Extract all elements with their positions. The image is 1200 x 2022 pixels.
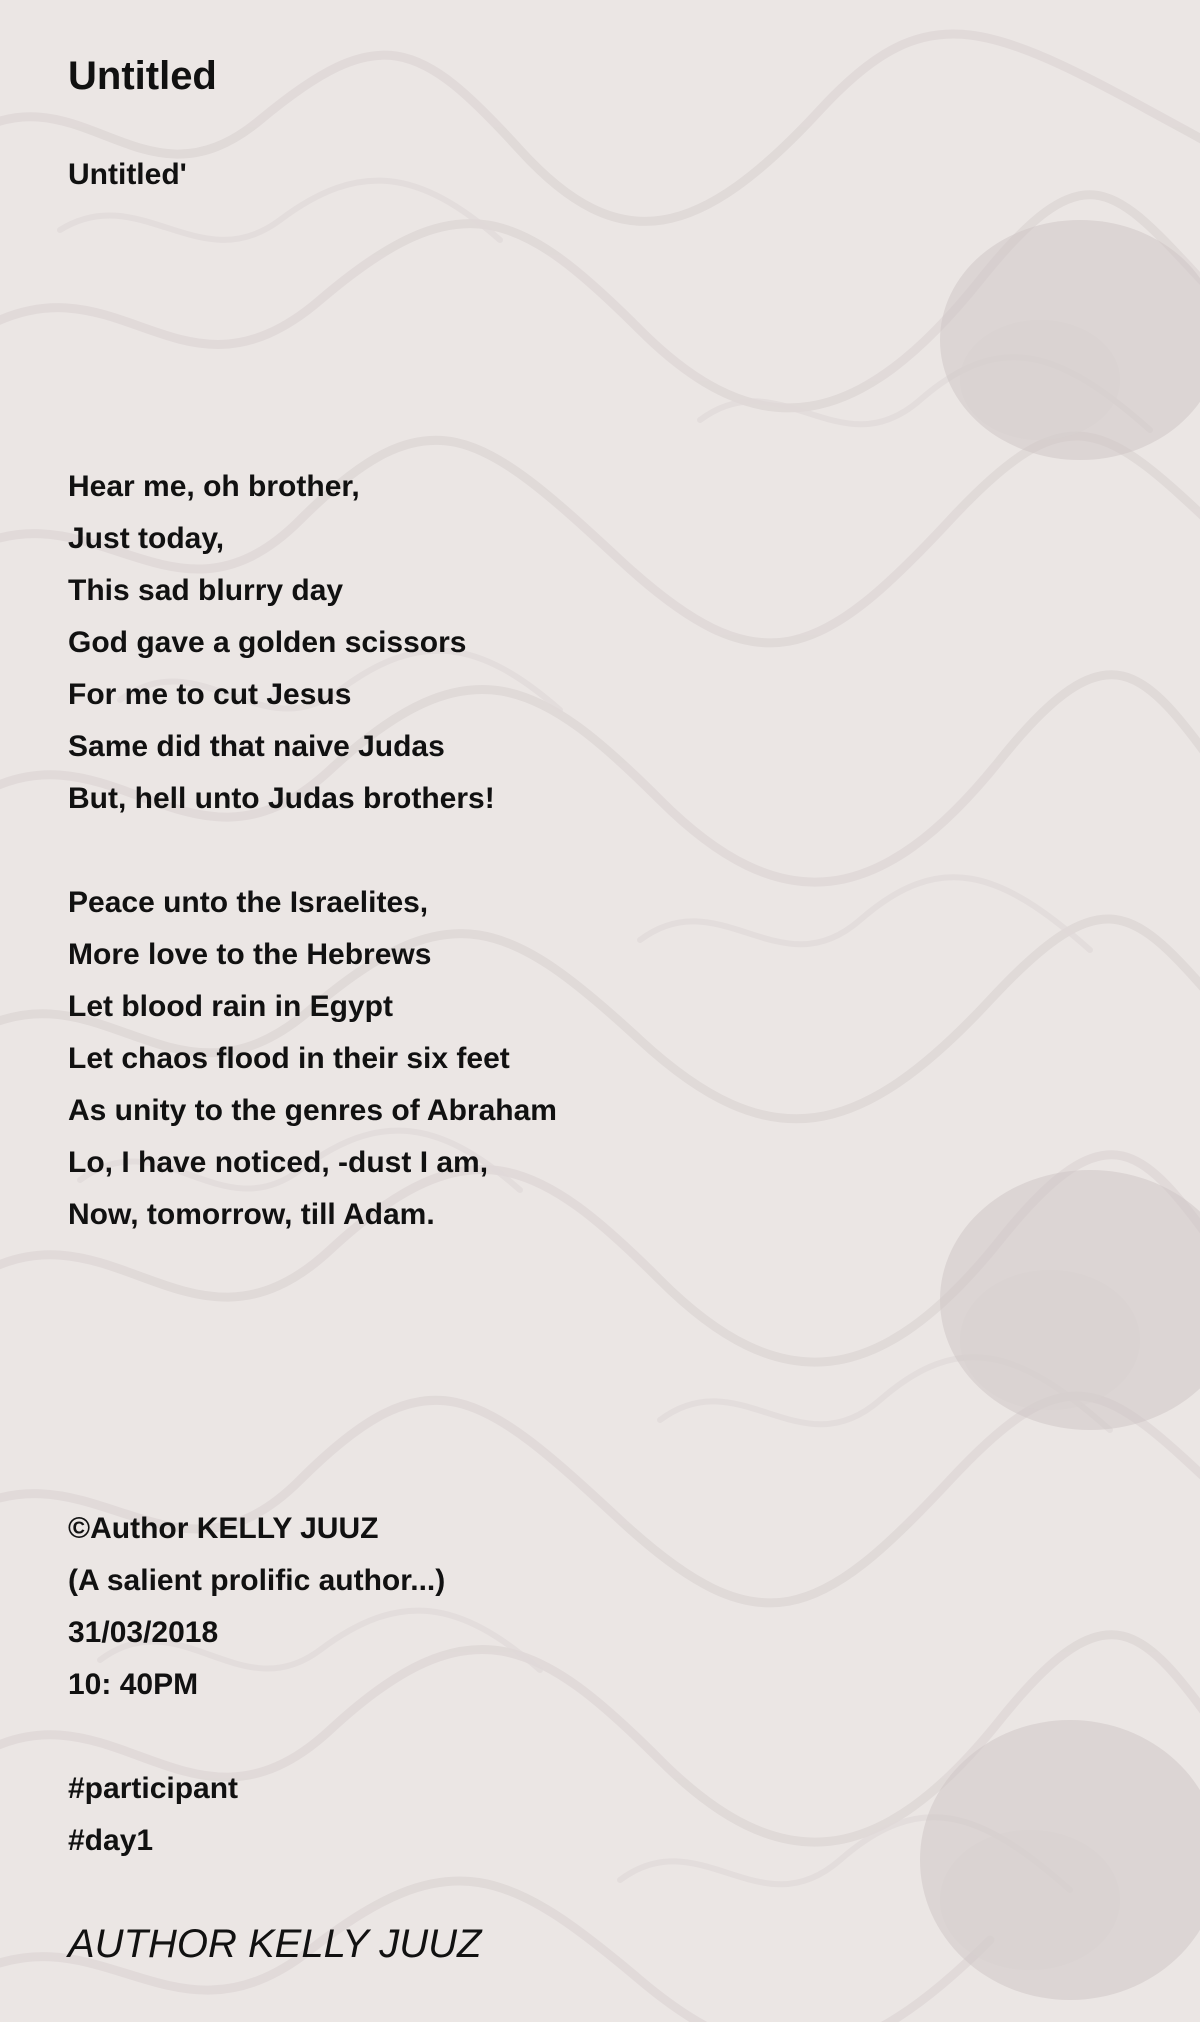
poem-line: ©Author KELLY JUUZ	[68, 1512, 379, 1545]
poem-author: AUTHOR KELLY JUUZ	[68, 1922, 482, 1966]
poem-line: Just today,	[68, 522, 225, 555]
poem-line: As unity to the genres of Abraham	[68, 1094, 557, 1127]
poem-line: Now, tomorrow, till Adam.	[68, 1198, 435, 1231]
poem-line: Hear me, oh brother,	[68, 470, 360, 503]
poem-line: #day1	[68, 1824, 154, 1857]
poem-line: Untitled'	[68, 158, 187, 191]
poem-line: God gave a golden scissors	[68, 626, 467, 659]
poem-line: 31/03/2018	[68, 1616, 219, 1649]
poem-line: For me to cut Jesus	[68, 678, 352, 711]
poem-line: 10: 40PM	[68, 1668, 199, 1701]
poem-line: Let chaos flood in their six feet	[68, 1042, 510, 1075]
poem-line: More love to the Hebrews	[68, 938, 432, 971]
poem-title: Untitled	[68, 54, 217, 98]
poem-line: Peace unto the Israelites,	[68, 886, 429, 919]
poem-line: #participant	[68, 1772, 239, 1805]
poem-line: But, hell unto Judas brothers!	[68, 782, 495, 815]
poem-line: Same did that naive Judas	[68, 730, 445, 763]
poem-line: This sad blurry day	[68, 574, 344, 607]
poem-line: Lo, I have noticed, -dust I am,	[68, 1146, 489, 1179]
poem-line: Let blood rain in Egypt	[68, 990, 393, 1023]
poem-line: (A salient prolific author...)	[68, 1564, 446, 1597]
